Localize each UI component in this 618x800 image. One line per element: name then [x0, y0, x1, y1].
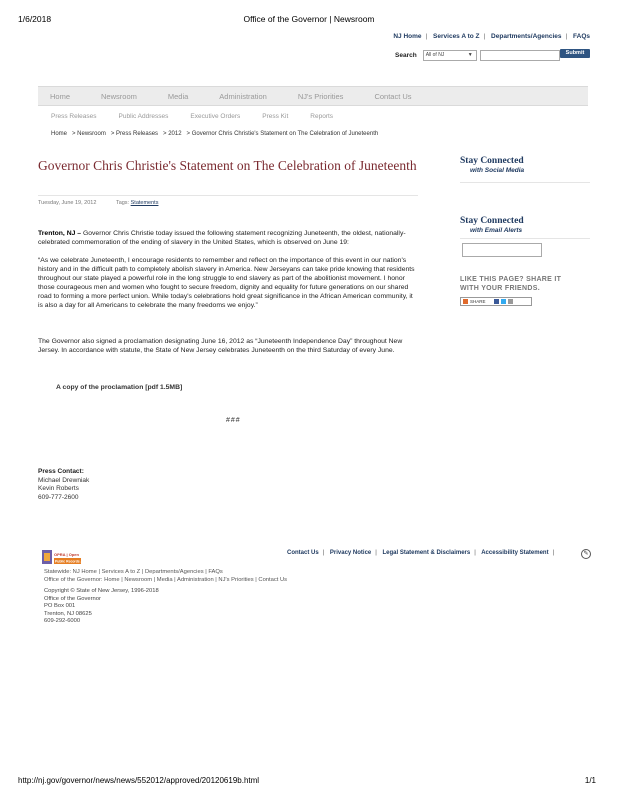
- top-link-services[interactable]: Services A to Z: [433, 33, 480, 40]
- main-nav: [38, 86, 588, 106]
- search-input[interactable]: [480, 50, 560, 61]
- end-mark: ###: [226, 417, 241, 424]
- email-icon: [508, 299, 513, 304]
- print-page-number: 1/1: [584, 776, 596, 785]
- top-link-departments[interactable]: Departments/Agencies: [491, 33, 562, 40]
- sidebar-divider: [460, 238, 590, 239]
- print-title: Office of the Governor | Newsroom: [243, 14, 375, 24]
- tag-link[interactable]: Statements: [130, 200, 159, 206]
- subnav-executive-orders[interactable]: Executive Orders: [190, 113, 241, 120]
- social-subheading[interactable]: with Social Media: [470, 167, 525, 174]
- email-subheading: with Email Alerts: [470, 227, 523, 234]
- article-meta: [38, 200, 158, 206]
- nav-newsroom[interactable]: Newsroom: [101, 91, 137, 101]
- subnav-public-addresses[interactable]: Public Addresses: [118, 113, 169, 120]
- submit-button[interactable]: Submit: [560, 49, 590, 58]
- accessibility-icon[interactable]: ✎: [581, 549, 591, 559]
- press-contact-label: Press Contact:: [38, 468, 84, 475]
- nav-media[interactable]: Media: [167, 91, 189, 101]
- lead-text: Governor Chris Christie today issued the following statement recognizing Juneteenth, the oldest, nationally-celebrated commemoration of the ending of slavery in the United States, which is observed on June 19:: [38, 230, 406, 246]
- top-links: NJ Home | Services A to Z | Departments/Agencies | FAQs: [393, 33, 590, 40]
- opra-logo-line2: Public Records Act: [55, 559, 86, 564]
- opra-logo[interactable]: [42, 549, 86, 567]
- print-date: 1/6/2018: [18, 14, 52, 24]
- footer-office[interactable]: Office of the Governor: Home | Newsroom | Media | Administration | NJ's Priorities | Contact Us: [44, 576, 288, 583]
- article-date: Tuesday, June 19, 2012: [38, 200, 97, 206]
- nav-priorities[interactable]: NJ's Priorities: [297, 91, 344, 101]
- dateline: Trenton, NJ –: [38, 230, 82, 237]
- footer-nav-text: [44, 569, 287, 584]
- subnav-reports[interactable]: Reports: [310, 113, 334, 120]
- copyright: Copyright © State of New Jersey, 1996-2018: [44, 588, 159, 594]
- nav-home[interactable]: Home: [50, 91, 71, 101]
- plus-icon: [463, 299, 468, 304]
- address-line: Trenton, NJ 08625: [44, 610, 92, 617]
- social-heading: Stay Connected: [460, 156, 524, 166]
- footer-address: [44, 588, 159, 626]
- press-contact-name: Kevin Roberts: [38, 485, 79, 492]
- address-line: PO Box 001: [44, 603, 76, 609]
- opra-logo-line1: OPRA | Open: [54, 552, 79, 557]
- tags-label: Tags:: [115, 200, 130, 206]
- email-input[interactable]: [462, 243, 542, 257]
- footer-statewide[interactable]: Statewide: NJ Home | Services A to Z | Departments/Agencies | FAQs: [44, 569, 223, 575]
- like-text-line: WITH YOUR FRIENDS.: [460, 285, 540, 292]
- press-contact: [38, 468, 89, 502]
- search-scope-value: All of NJ: [425, 52, 445, 58]
- sidebar-divider: [460, 182, 590, 183]
- press-contact-name: Michael Drewniak: [38, 476, 90, 484]
- search-scope-select[interactable]: [423, 50, 477, 61]
- chevron-down-icon: ▼: [467, 52, 473, 58]
- share-label: SHARE: [470, 299, 486, 304]
- footer-contact-us[interactable]: Contact Us: [287, 550, 319, 556]
- nav-contact-us[interactable]: Contact Us: [374, 91, 412, 101]
- print-url: http://nj.gov/governor/news/news/552012/approved/20120619b.html: [18, 776, 260, 785]
- page-title: Governor Chris Christie's Statement on The Celebration of Juneteenth: [38, 158, 417, 173]
- share-button[interactable]: [460, 297, 532, 306]
- subnav-press-releases[interactable]: Press Releases: [51, 113, 97, 120]
- twitter-icon: [501, 299, 506, 304]
- search-label: Search: [395, 52, 417, 59]
- footer-phone: 609-292-6000: [44, 618, 81, 624]
- footer-privacy-notice[interactable]: Privacy Notice: [329, 550, 372, 556]
- proclamation-paragraph: The Governor also signed a proclamation designating June 16, 2012 as “Juneteenth Independence Day” throughout New Jersey. In accordance with statute, the State of New Jersey celebrates Juneteenth on the third Saturday of every June.: [38, 338, 403, 354]
- breadcrumb[interactable]: Home > Newsroom > Press Releases > 2012 > Governor Chris Christie's Statement on The Celebration of Juneteenth: [51, 131, 379, 137]
- title-divider: [38, 195, 418, 196]
- subnav-press-kit[interactable]: Press Kit: [262, 113, 289, 120]
- address-line: Office of the Governor: [44, 595, 101, 602]
- top-link-nj-home[interactable]: NJ Home: [393, 33, 422, 40]
- proclamation-link[interactable]: A copy of the proclamation [pdf 1.5MB]: [56, 384, 183, 391]
- footer-accessibility[interactable]: Accessibility Statement: [481, 550, 549, 556]
- facebook-icon: [494, 299, 499, 304]
- email-heading: Stay Connected: [460, 216, 524, 226]
- top-link-faqs[interactable]: FAQs: [573, 33, 590, 40]
- quote-paragraph: “As we celebrate Juneteenth, I encourage residents to remember and reflect on the importance of this event in our nation's history and in the difficult path to completely abolish slavery in America. New Jerseyans can take pride knowing that residents throughout our state played a powerful role in the long struggle to end slavery as part of the abolitionist movement. I honor those courageous men and women who fought to secure freedom, dignity and equality for future generations on our shared road to forming a more perfect union. While today's celebrations hold great significance in the African American community, it is also a day for all Americans to celebrate the many freedoms we enjoy.”: [38, 257, 415, 309]
- lead-paragraph: [38, 229, 418, 247]
- sub-nav: [51, 113, 355, 120]
- footer-links: Contact Us | Privacy Notice | Legal Statement & Disclaimers | Accessibility Statement |: [287, 550, 555, 556]
- press-contact-phone: 609-777-2600: [38, 493, 79, 501]
- nav-administration[interactable]: Administration: [219, 91, 267, 101]
- footer-legal-statement[interactable]: Legal Statement & Disclaimers: [382, 550, 471, 556]
- search-bar: [395, 50, 560, 61]
- like-text: [460, 275, 561, 293]
- like-text-line: LIKE THIS PAGE? SHARE IT: [460, 276, 562, 283]
